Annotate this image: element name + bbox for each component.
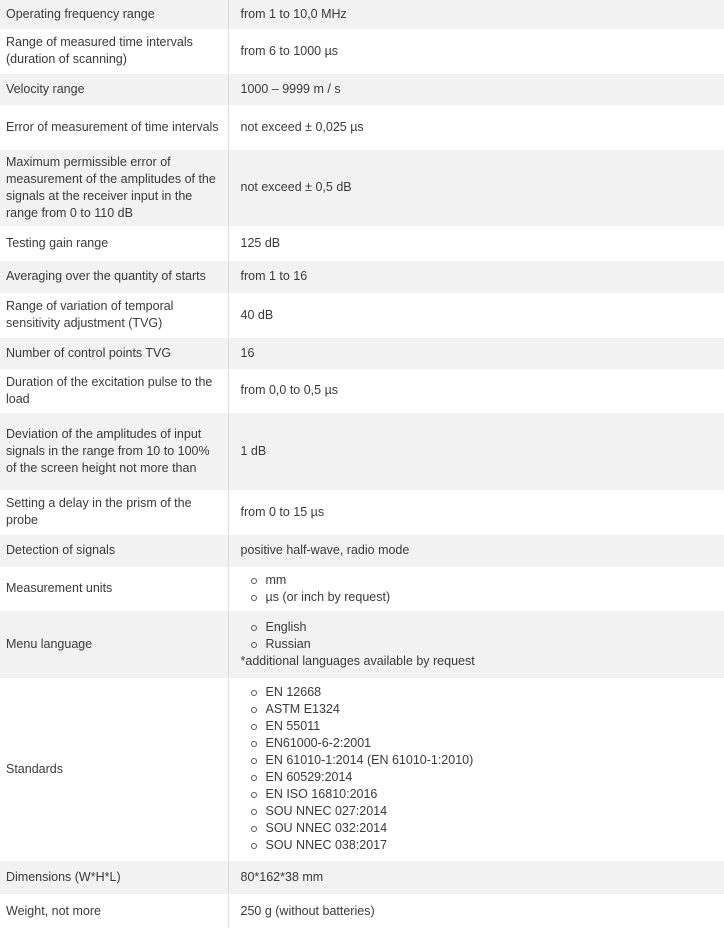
units-list	[241, 572, 715, 606]
spec-value: 125 dB	[228, 226, 724, 260]
spec-label: Velocity range	[0, 73, 228, 105]
spec-row-time-measurement-error	[0, 105, 724, 149]
spec-row-menu-language	[0, 610, 724, 678]
list-item: EN 55011	[251, 718, 715, 735]
list-item: EN61000-6-2:2001	[251, 735, 715, 752]
spec-value: not exceed ± 0,5 dB	[228, 149, 724, 226]
languages-list	[241, 619, 715, 653]
spec-value: 250 g (without batteries)	[228, 894, 724, 928]
list-item: SOU NNEC 027:2014	[251, 803, 715, 820]
spec-row-dimensions	[0, 860, 724, 894]
spec-row-amplitude-deviation	[0, 412, 724, 490]
spec-row-standards	[0, 678, 724, 860]
spec-value: 80*162*38 mm	[228, 860, 724, 894]
spec-value: from 1 to 10,0 MHz	[228, 0, 724, 29]
list-item: µs (or inch by request)	[251, 589, 715, 606]
list-item: ASTM E1324	[251, 701, 715, 718]
spec-label: Error of measurement of time intervals	[0, 105, 228, 149]
spec-row-amplitude-error	[0, 149, 724, 226]
spec-value: 40 dB	[228, 293, 724, 337]
spec-label: Weight, not more	[0, 894, 228, 928]
list-item: EN ISO 16810:2016	[251, 786, 715, 803]
spec-label: Range of variation of temporal sensitivity adjustment (TVG)	[0, 293, 228, 337]
spec-label: Number of control points TVG	[0, 337, 228, 369]
spec-row-averaging	[0, 260, 724, 293]
spec-label: Averaging over the quantity of starts	[0, 260, 228, 293]
spec-value: 16	[228, 337, 724, 369]
spec-row-tvg-range	[0, 293, 724, 337]
spec-row-pulse-duration	[0, 369, 724, 412]
spec-row-gain-range	[0, 226, 724, 260]
spec-row-tvg-points	[0, 337, 724, 369]
spec-label: Menu language	[0, 610, 228, 678]
spec-label: Deviation of the amplitudes of input signals in the range from 10 to 100% of the screen height not more than	[0, 412, 228, 490]
spec-label: Testing gain range	[0, 226, 228, 260]
spec-value: 1000 – 9999 m / s	[228, 73, 724, 105]
list-item: English	[251, 619, 715, 636]
standards-list	[241, 684, 715, 854]
spec-value: positive half-wave, radio mode	[228, 534, 724, 567]
list-item: SOU NNEC 038:2017	[251, 837, 715, 854]
list-item: EN 12668	[251, 684, 715, 701]
spec-value: from 0,0 to 0,5 µs	[228, 369, 724, 412]
spec-label: Setting a delay in the prism of the probe	[0, 490, 228, 534]
spec-row-measurement-units	[0, 567, 724, 610]
spec-label: Standards	[0, 678, 228, 860]
spec-label: Duration of the excitation pulse to the load	[0, 369, 228, 412]
spec-row-time-intervals-range	[0, 29, 724, 73]
spec-value	[228, 567, 724, 610]
list-item: SOU NNEC 032:2014	[251, 820, 715, 837]
spec-value: not exceed ± 0,025 µs	[228, 105, 724, 149]
spec-label: Dimensions (W*H*L)	[0, 860, 228, 894]
list-item: Russian	[251, 636, 715, 653]
spec-label: Maximum permissible error of measurement of the amplitudes of the signals at the receiver input in the range from 0 to 110 dB	[0, 149, 228, 226]
spec-label: Detection of signals	[0, 534, 228, 567]
spec-row-velocity-range	[0, 73, 724, 105]
spec-row-weight	[0, 894, 724, 928]
spec-value: from 0 to 15 µs	[228, 490, 724, 534]
spec-label: Measurement units	[0, 567, 228, 610]
spec-row-prism-delay	[0, 490, 724, 534]
spec-row-operating-frequency	[0, 0, 724, 29]
spec-row-signal-detection	[0, 534, 724, 567]
spec-value: from 6 to 1000 µs	[228, 29, 724, 73]
spec-value: from 1 to 16	[228, 260, 724, 293]
languages-note: *additional languages available by request	[240, 653, 475, 668]
list-item: EN 61010-1:2014 (EN 61010-1:2010)	[251, 752, 715, 769]
spec-label: Operating frequency range	[0, 0, 228, 29]
list-item: mm	[251, 572, 715, 589]
spec-label: Range of measured time intervals (duration of scanning)	[0, 29, 228, 73]
spec-value	[228, 610, 724, 678]
spec-value	[228, 678, 724, 860]
list-item: EN 60529:2014	[251, 769, 715, 786]
spec-value: 1 dB	[228, 412, 724, 490]
